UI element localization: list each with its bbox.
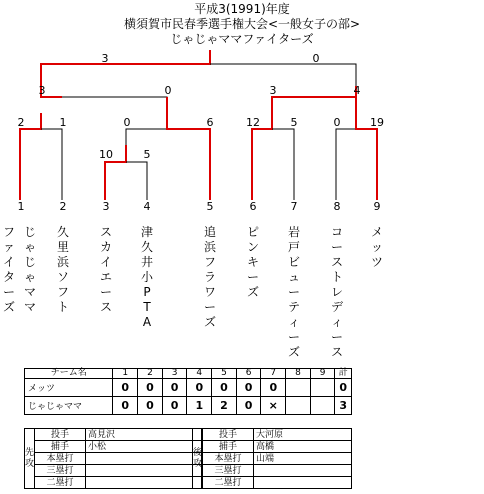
role-label: 本塁打 <box>203 453 254 465</box>
header-inning-4: 4 <box>187 369 212 379</box>
team-name-fighters: ファイターズ <box>2 225 15 314</box>
player-name <box>86 465 202 477</box>
header-inning-5: 5 <box>212 369 237 379</box>
score-r1-f: 5 <box>290 116 298 129</box>
final-left-line <box>41 50 210 86</box>
row-inning: 1 <box>187 397 212 415</box>
list-item <box>193 477 352 489</box>
sub-3-4-loser <box>126 162 147 200</box>
side-label-second: 後攻 <box>193 429 203 489</box>
team-name-pinkies: ピンキーズ <box>246 225 259 299</box>
role-label: 二塁打 <box>203 477 254 489</box>
player-name: 小松 <box>86 441 202 453</box>
final-scoreboard <box>24 368 352 415</box>
header-inning-1: 1 <box>113 369 138 379</box>
player-name <box>254 477 352 489</box>
r1-sub-5-loser <box>126 129 167 145</box>
player-name: 山端 <box>254 453 352 465</box>
score-semi-left-b: 0 <box>164 84 172 97</box>
seed-8: 8 <box>333 200 341 213</box>
role-label: 三塁打 <box>203 465 254 477</box>
champion-name: じゃじゃママファイターズ <box>170 32 314 46</box>
side-label-first: 先攻 <box>25 429 35 489</box>
header-inning-6: 6 <box>236 369 261 379</box>
r1-1-2-loser <box>41 129 62 200</box>
score-r1-g: 0 <box>333 116 341 129</box>
role-label: 二塁打 <box>35 477 86 489</box>
team-name-coast: コーストレディース <box>330 225 343 359</box>
row-team: メッツ <box>25 379 113 397</box>
player-name <box>86 453 202 465</box>
row-inning <box>286 379 311 397</box>
list-item <box>25 453 202 465</box>
row-inning: 0 <box>212 379 237 397</box>
row-inning: 0 <box>261 379 286 397</box>
player-name: 高橋 <box>254 441 352 453</box>
header-inning-2: 2 <box>138 369 163 379</box>
row-inning: 2 <box>212 397 237 415</box>
final-right-line <box>210 64 356 86</box>
row-inning: × <box>261 397 286 415</box>
row-inning: 0 <box>113 397 138 415</box>
row-inning <box>286 397 311 415</box>
score-final-a: 3 <box>101 52 109 65</box>
score-sub-a: 10 <box>99 148 113 161</box>
row-inning: 0 <box>138 397 163 415</box>
role-label: 投手 <box>35 429 86 441</box>
scoreboard-header-row <box>25 369 352 379</box>
score-r1-e: 12 <box>246 116 260 129</box>
score-r1-b: 1 <box>59 116 67 129</box>
row-team: じゃじゃママ <box>25 397 113 415</box>
header-team: チーム名 <box>25 369 113 379</box>
team-name-mets: メッツ <box>370 225 383 269</box>
header-inning-8: 8 <box>286 369 311 379</box>
role-label: 本塁打 <box>35 453 86 465</box>
seed-6: 6 <box>249 200 257 213</box>
row-inning: 0 <box>236 379 261 397</box>
list-item <box>25 429 202 441</box>
scoreboard-row <box>25 379 352 397</box>
score-sub-b: 5 <box>143 148 151 161</box>
lineup-second-table <box>192 428 352 489</box>
score-r1-h: 19 <box>370 116 384 129</box>
r1-8-9-loser <box>336 129 356 200</box>
list-item <box>193 441 352 453</box>
row-inning: 0 <box>113 379 138 397</box>
team-name-jajamama: じゃじゃママ <box>23 225 36 314</box>
seed-5: 5 <box>206 200 214 213</box>
score-r1-d: 6 <box>206 116 214 129</box>
role-label: 投手 <box>203 429 254 441</box>
team-name-oppama: 追浜フラワーズ <box>203 225 216 329</box>
list-item <box>25 465 202 477</box>
seed-1: 1 <box>17 200 25 213</box>
role-label: 捕手 <box>35 441 86 453</box>
scoreboard-row <box>25 397 352 415</box>
header-inning-3: 3 <box>162 369 187 379</box>
semi-left-right-line <box>62 97 167 113</box>
row-inning: 0 <box>236 397 261 415</box>
seed-9: 9 <box>373 200 381 213</box>
semi-right-winner-line <box>269 84 356 113</box>
role-label: 捕手 <box>203 441 254 453</box>
player-name <box>86 477 202 489</box>
list-item <box>193 429 352 441</box>
score-semi-right-b: 4 <box>353 84 361 97</box>
list-item <box>193 465 352 477</box>
team-name-kurihama: 久里浜ソフト <box>56 225 69 314</box>
row-total: 3 <box>335 397 352 415</box>
row-inning: 0 <box>138 379 163 397</box>
player-name: 高見沢 <box>86 429 202 441</box>
r1-sub-5-winner <box>167 113 210 200</box>
row-inning: 0 <box>187 379 212 397</box>
player-name <box>254 465 352 477</box>
score-semi-left-a: 3 <box>38 84 46 97</box>
seed-4: 4 <box>143 200 151 213</box>
score-r1-a: 2 <box>17 116 25 129</box>
year-title: 平成3(1991)年度 <box>194 2 290 16</box>
team-name-skyace: スカイエース <box>99 225 112 314</box>
seed-2: 2 <box>59 200 67 213</box>
team-name-iwato: 岩戸ビューティーズ <box>287 225 300 359</box>
header-inning-7: 7 <box>261 369 286 379</box>
score-semi-right-a: 3 <box>269 84 277 97</box>
row-inning <box>310 397 335 415</box>
header-inning-9: 9 <box>310 369 335 379</box>
seed-7: 7 <box>290 200 298 213</box>
player-name: 大河原 <box>254 429 352 441</box>
list-item <box>25 441 202 453</box>
tournament-title: 横須賀市民春季選手権大会<一般女子の部> <box>123 17 361 31</box>
row-inning: 0 <box>162 379 187 397</box>
list-item <box>25 477 202 489</box>
row-inning <box>310 379 335 397</box>
lineup-first-table <box>24 428 202 489</box>
score-r1-c: 0 <box>123 116 131 129</box>
header-total: 計 <box>335 369 352 379</box>
role-label: 三塁打 <box>35 465 86 477</box>
team-name-tsukui: 津久井小PTA <box>140 225 153 329</box>
row-inning: 0 <box>162 397 187 415</box>
seed-3: 3 <box>102 200 110 213</box>
row-total: 0 <box>335 379 352 397</box>
r1-6-7-loser <box>272 129 294 200</box>
score-final-b: 0 <box>312 52 320 65</box>
list-item <box>193 453 352 465</box>
